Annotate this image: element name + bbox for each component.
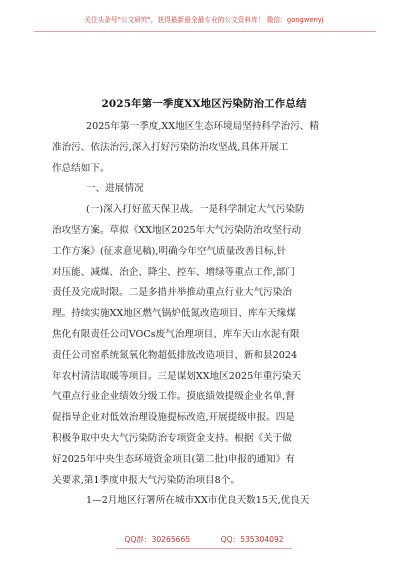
paragraph-line: (一)深入打好蓝天保卫战。一是科学制定大气污染防 <box>86 204 305 216</box>
footer-qq-group: QQ群：30265665 <box>124 535 191 544</box>
document-title: 2025年第一季度XX地区污染防治工作总结 <box>101 98 307 110</box>
header-banner: 关注头条号"公文研究"，获得最新最全最专业的公文资料库！ 微信：gongwenyj <box>84 16 324 24</box>
paragraph-line: 责任及完成时限。二是多措并举推动重点行业大气污染治 <box>52 287 292 299</box>
paragraph-line: 年农村清洁取暖等项目。三是谋划XX地区2025年重污染天 <box>52 370 302 382</box>
paragraph-line: 焦化有限责任公司VOCs废气治理项目、库车天山水泥有限 <box>52 328 300 340</box>
paragraph-line: 责任公司窑系统氮氧化物超低排放改造项目、新和县2024 <box>52 349 298 361</box>
paragraph-line: 治攻坚方案。草拟《XX地区2025年大气污染防治攻坚行动 <box>52 224 302 236</box>
paragraph-line: 工作方案》(征求意见稿),明确今年空气质量改善目标,针 <box>52 245 287 257</box>
section-heading: 一、进展情况 <box>86 183 144 195</box>
paragraph-line: 作总结如下。 <box>52 162 110 174</box>
paragraph-line: 1—2月地区行署所在城市XX市优良天数15天,优良天 <box>86 495 310 507</box>
footer <box>0 534 408 545</box>
footer-qq: QQ：535304092 <box>220 535 284 544</box>
footer-divider <box>116 548 292 549</box>
paragraph-line: 气重点行业企业绩效分级工作。摸底绩效提级企业名单,督 <box>52 391 295 403</box>
paragraph-line: 理。持续实施XX地区燃气锅炉低氮改造项目、库车天缘煤 <box>52 308 296 320</box>
paragraph-line: 关要求,第1季度申报大气污染防治项目8个。 <box>52 474 240 486</box>
header-divider <box>34 31 376 32</box>
paragraph-line: 准治污、依法治污,深入打好污染防治攻坚战,具体开展工 <box>52 141 289 153</box>
paragraph-line: 2025年第一季度,XX地区生态环境局坚持科学治污、精 <box>86 121 319 132</box>
paragraph-line: 积极争取中央大气污染防治专项资金支持。根据《关于做 <box>52 432 292 444</box>
document-body <box>52 117 364 512</box>
paragraph-line: 好2025年中央生态环境资金项目(第二批)申报的通知》有 <box>52 453 295 465</box>
paragraph-line: 促指导企业对低效治理设施提标改造,开展提级申报。四是 <box>52 412 295 424</box>
paragraph-line: 对压能、减煤、治企、降尘、控车、增绿等重点工作,部门 <box>52 266 295 278</box>
